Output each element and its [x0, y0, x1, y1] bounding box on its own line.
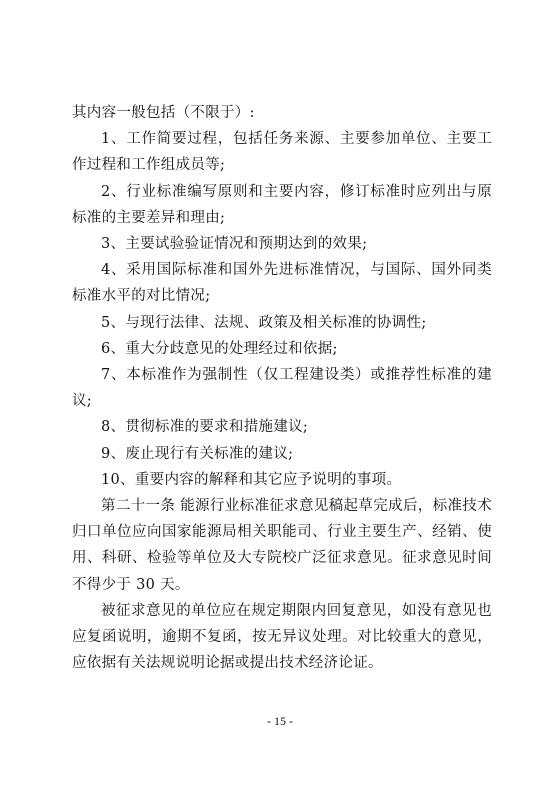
list-item-8: 8、贯彻标准的要求和措施建议;: [101, 419, 309, 436]
body-text: [72, 100, 492, 676]
list-item-3: 3、主要试验验证情况和预期达到的效果;: [101, 236, 368, 253]
intro-paragraph: 其内容一般包括（不限于）:: [72, 105, 255, 121]
page-number: - 15 -: [267, 714, 293, 728]
list-item-9: 9、废止现行有关标准的建议;: [101, 445, 294, 462]
list-item-4: 4、采用国际标准和国外先进标准情况，与国际、国外同类标准水平的对比情况;: [72, 262, 492, 305]
article-21-paragraph: 第二十一条 能源行业标准征求意见稿起草完成后，标准技术归口单位应向国家能源局相关职能司、行业主要生产、经销、使用、科研、检验等单位及大专院校广泛征求意见。征求意见时间不得少于 30 天。: [72, 498, 492, 593]
list-item-2: 2、行业标准编写原则和主要内容，修订标准时应列出与原标准的主要差异和理由;: [72, 183, 492, 226]
list-item-1: 1、工作简要过程，包括任务来源、主要参加单位、主要工作过程和工作组成员等;: [72, 131, 492, 174]
list-item-7: 7、本标准作为强制性（仅工程建设类）或推荐性标准的建议;: [72, 367, 492, 410]
response-paragraph: 被征求意见的单位应在规定期限内回复意见，如没有意见也应复函说明，逾期不复函，按无异议处理。对比较重大的意见，应依据有关法规说明论据或提出技术经济论证。: [72, 602, 492, 672]
list-item-10: 10、重要内容的解释和其它应予说明的事项。: [101, 471, 402, 488]
list-item-6: 6、重大分歧意见的处理经过和依据;: [101, 340, 338, 357]
list-item-5: 5、与现行法律、法规、政策及相关标准的协调性;: [101, 314, 427, 331]
